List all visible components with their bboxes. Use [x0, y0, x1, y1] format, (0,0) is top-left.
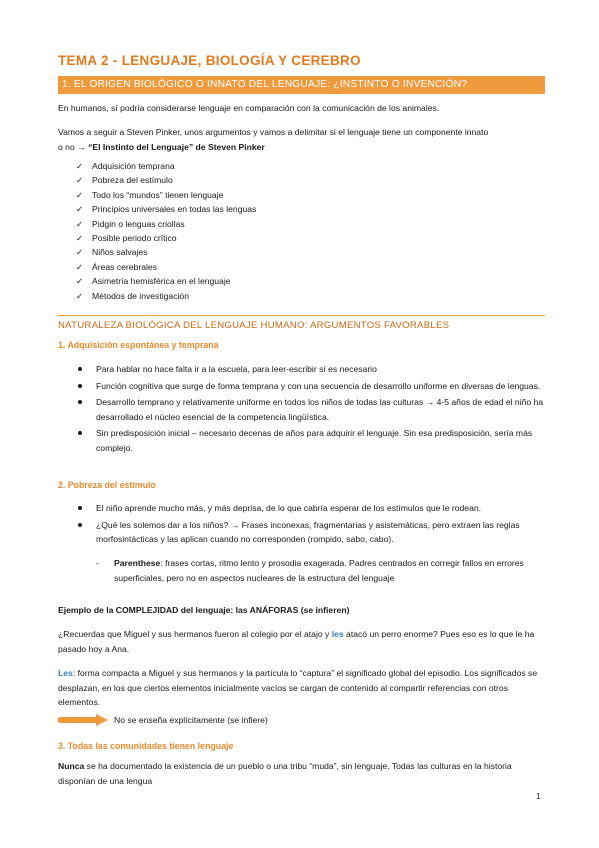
parenthese-item: [96, 556, 545, 585]
checklist-item: [76, 231, 256, 245]
check-icon: ✓: [76, 290, 84, 301]
check-icon: ✓: [76, 261, 84, 272]
bullet-dot-icon: [78, 506, 82, 510]
example-paragraph-1: [58, 627, 545, 656]
checklist-item: [76, 173, 256, 187]
checklist-item-label: Todo los “mundos” tienen lenguaje: [92, 189, 224, 200]
pinker-paragraph: [58, 125, 545, 154]
intro-paragraph: En humanos, sí podría considerarse lenguaje en comparación con la comunicación de los animales.: [58, 103, 440, 113]
checklist-item-label: Pidgin o lenguas criollas: [92, 218, 185, 229]
dash-marker: -: [96, 558, 99, 568]
subsection-heading: NATURALEZA BIOLÓGICA DEL LENGUAJE HUMANO: ARGUMENTOS FAVORABLES: [58, 320, 450, 331]
bullet-list-adquisicion: [78, 362, 545, 458]
checklist-item: [76, 260, 256, 274]
bullet-dot-icon: [78, 431, 82, 435]
section-divider: [58, 315, 545, 316]
checklist-item: [76, 245, 256, 259]
checklist-item: [76, 188, 256, 202]
checklist-item: [76, 289, 256, 303]
arrow-note-text: No se enseña explícitamente (se infiere): [114, 715, 268, 725]
bullet-text: Para hablar no hace falta ir a la escuela, para leer-escribir sí es necesario: [96, 364, 377, 374]
nunca-word: Nunca: [58, 761, 85, 771]
bullet-dot-icon: [78, 523, 82, 527]
example-paragraph-2: [58, 666, 545, 710]
bullet-dot-icon: [78, 367, 82, 371]
page-number: 1: [536, 791, 541, 801]
bullet-text: Sin predisposición inicial – necesario decenas de años para adquirir el lenguaje. Sin esa predisposición, sería más complejo.: [96, 428, 533, 453]
check-icon: ✓: [76, 247, 84, 258]
check-icon: ✓: [76, 175, 84, 186]
bullet-text: Función cognitiva que surge de forma temprana y con una secuencia de desarrollo uniforme en diversas de lenguas.: [96, 380, 541, 391]
checklist-item-label: Niños salvajes: [92, 247, 148, 258]
argument-checklist: [76, 159, 256, 303]
example-p2-les: Les: [58, 668, 73, 678]
heading-comunidades: 3. Todas las comunidades tienen lenguaje: [58, 741, 234, 751]
check-icon: ✓: [76, 161, 84, 171]
heading-pobreza: 2. Pobreza del estímulo: [58, 480, 156, 490]
pinker-book-title: “El Instinto del Lenguaje” de Steven Pinker: [88, 141, 265, 152]
bullet-dot-icon: [78, 384, 82, 388]
example-p1-start: ¿Recuerdas que Miguel y sus hermanos fueron al colegio por el atajo y: [58, 629, 332, 639]
check-icon: ✓: [76, 276, 84, 287]
example-p2-body: : forma compacta a Miguel y sus hermanos y la partícula lo “captura” el significado global del episodio. Los significados se desplazan, en los que ciertos elementos inicialmente vacíos se cargan de contenido al compartir referencias con otros elementos.: [58, 668, 538, 707]
parenthese-text: [96, 556, 545, 585]
check-icon: ✓: [76, 204, 84, 215]
bullet-item: [78, 518, 545, 547]
bullet-text: El niño aprende mucho más, y más deprisa, de lo que cabría esperar de los estímulos que le rodean.: [96, 503, 482, 513]
checklist-item-label: Adquisición temprana: [92, 161, 175, 171]
check-icon: ✓: [76, 232, 84, 243]
checklist-item: [76, 202, 256, 216]
bullet-item: [78, 395, 545, 424]
bullet-text: ¿Qué les solemos dar a los niños? → Frases inconexas, fragmentarias y asistemáticas, pero extraen las reglas morfosintácticas y las aplican cuando no corresponden (rompido, sabo, cabo).: [96, 519, 520, 545]
checklist-item: [76, 274, 256, 288]
checklist-item: [76, 159, 256, 173]
bullet-item: [78, 379, 545, 394]
section-heading-bar: 1. EL ORIGEN BIOLÓGICO O INNATO DEL LENGUAJE: ¿INSTINTO O INVENCIÓN?: [58, 76, 545, 94]
document-title: TEMA 2 - LENGUAJE, BIOLOGÍA Y CEREBRO: [58, 53, 361, 68]
checklist-item: [76, 217, 256, 231]
bullet-item: [78, 362, 545, 377]
heading-adquisicion: 1. Adquisición espontánea y temprana: [58, 340, 219, 350]
bullet-text: Desarrollo temprano y relativamente uniforme en todos los niños de todas las culturas → 4-5 años de edad el niño ha desarrollado el núcleo esencial de la competencia lingüística.: [96, 397, 544, 422]
comunidades-paragraph: [58, 759, 545, 788]
arrow-note: [58, 713, 358, 727]
bullet-item: [78, 501, 545, 516]
checklist-item-label: Pobreza del estímulo: [92, 175, 173, 186]
checklist-item-label: Posible periodo crítico: [92, 232, 177, 243]
checklist-item-label: Asimetría hemisférica en el lenguaje: [92, 276, 231, 287]
example-heading: Ejemplo de la COMPLEJIDAD del lenguaje: las ANÁFORAS (se infieren): [58, 605, 350, 615]
example-p1-les: les: [331, 629, 344, 639]
pinker-line-2-prefix: o no →: [58, 141, 86, 152]
check-icon: ✓: [76, 218, 84, 229]
checklist-item-label: Áreas cerebrales: [92, 261, 157, 272]
bullet-list-pobreza: [78, 501, 545, 549]
pinker-line-1: Vamos a seguir a Steven Pinker, unos argumentos y vamos a delimitar si el lenguaje tiene un componente innato: [58, 127, 489, 137]
check-icon: ✓: [76, 189, 84, 200]
example-p1-end: atacó un perro enorme? Pues eso es lo que le ha pasado hoy a Ana.: [58, 629, 535, 654]
checklist-item-label: Principios universales en todas las lenguas: [92, 204, 257, 215]
parenthese-label: Parenthese: [114, 558, 161, 568]
right-arrow-icon: [58, 714, 108, 726]
bullet-dot-icon: [78, 400, 82, 404]
bullet-item: [78, 426, 545, 455]
parenthese-body: : frases cortas, ritmo lento y prosodia exagerada. Padres centrados en corregir fallos en errores superficiales, pero no en aspectos nucleares de la estructura del lenguaje: [114, 558, 524, 583]
checklist-item-label: Métodos de investigación: [92, 290, 189, 301]
comunidades-body: se ha documentado la existencia de un pueblo o una tribu “muda”, sin lenguaje. Todas las culturas en la historia disponían de una lengua: [58, 761, 512, 786]
